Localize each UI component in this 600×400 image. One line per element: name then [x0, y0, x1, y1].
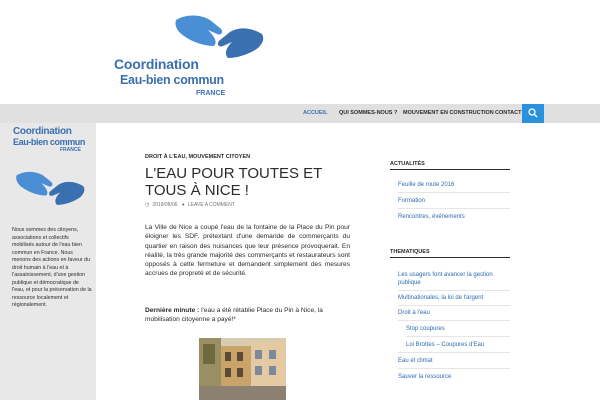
- link-stop-coupures[interactable]: Stop coupures: [406, 326, 445, 332]
- post-categories[interactable]: DROIT À L'EAU, MOUVEMENT CITOYEN: [145, 154, 251, 160]
- search-icon: [528, 108, 538, 118]
- nav-item-contact[interactable]: CONTACT: [495, 110, 522, 116]
- link-separator: [398, 305, 510, 306]
- nav-item-qui-sommes-nous[interactable]: QUI SOMMES-NOUS ?: [339, 110, 398, 116]
- link-separator: [398, 352, 510, 353]
- link-separator: [398, 320, 510, 321]
- logo-country: FRANCE: [196, 90, 226, 97]
- sidebar-logo-title: Coordination: [13, 126, 72, 137]
- nav-item-accueil[interactable]: ACCUEIL: [303, 110, 328, 116]
- last-minute-label: Dernière minute :: [145, 307, 200, 314]
- link-separator: [398, 208, 510, 209]
- sidebar-logo-country: FRANCE: [60, 147, 81, 153]
- last-minute-text: l'eau a été rétablie Place du Pin à Nice, la mobilisation citoyenne a payé!*: [145, 307, 323, 324]
- leave-comment-link[interactable]: LEAVE A COMMENT: [187, 202, 235, 208]
- logo-subtitle: Eau-bien commun: [120, 73, 224, 87]
- link-loi-brottes[interactable]: Loi Brottes – Coupures d'Eau: [406, 342, 485, 348]
- hands-logo-icon: [174, 10, 264, 60]
- post-date[interactable]: 2018/08/06: [152, 202, 178, 208]
- widget-title-actualites: ACTUALITÉS: [390, 161, 425, 167]
- site-logo[interactable]: [114, 10, 234, 96]
- widget-divider: [390, 257, 510, 258]
- hands-logo-icon: [15, 167, 85, 207]
- nav-item-mouvement[interactable]: MOUVEMENT EN CONSTRUCTION: [403, 110, 494, 116]
- comment-icon: ●: [181, 202, 185, 208]
- link-separator: [398, 368, 510, 369]
- left-sidebar: [0, 123, 96, 400]
- link-sauver-la-ressource[interactable]: Sauver la ressource: [398, 374, 452, 380]
- widget-title-thematiques: THEMATIQUES: [390, 249, 430, 255]
- search-toggle-button[interactable]: [522, 104, 544, 123]
- site-header: [0, 0, 600, 104]
- sidebar-logo-subtitle: Eau-bien commun: [13, 137, 86, 147]
- logo-title: Coordination: [114, 56, 199, 72]
- post-photo[interactable]: [199, 338, 286, 400]
- link-separator: [398, 192, 510, 193]
- link-droit-a-leau[interactable]: Droit à l'eau: [398, 310, 430, 316]
- post-paragraph-1: La Ville de Nice a coupé l'eau de la fontaine de la Place du Pin pour éloigner les SDF, prétextant d'une demande de commerçants du quartier en raison des nuisances que leur présence provoquerait. En réalité, la très grande majorité des commerçants et restaurateurs sont opposés à cette fermeture et demandent simplement des mesures accrues de propreté et de sécurité.: [145, 224, 350, 278]
- link-feuille-de-route[interactable]: Feuille de route 2016: [398, 182, 455, 188]
- link-usagers[interactable]: Les usagers font avancer la gestion publique: [398, 272, 493, 286]
- clock-icon: ◷: [145, 202, 150, 208]
- link-multinationales[interactable]: Multinationales, la loi de l'argent: [398, 295, 484, 301]
- main-navigation: [0, 104, 600, 123]
- post-meta: [145, 202, 238, 208]
- link-separator: [398, 290, 510, 291]
- post-title[interactable]: L'EAU POUR TOUTES ET TOUS À NICE !: [145, 165, 323, 199]
- link-eau-et-climat[interactable]: Eau et climat: [398, 358, 433, 364]
- link-separator: [406, 336, 510, 337]
- site-description: Nous sommes des citoyens, associations et collectifs mobilisés autour de l'eau bien commun en France. Nous menons des actions en faveur du droit humain à l'eau et à l'assainissement, d'une gestion publique et démocratique de l'eau, et pour la préservation de la ressource localement et régionalement.: [12, 227, 92, 308]
- post-paragraph-2: [145, 306, 350, 325]
- link-formation[interactable]: Formation: [398, 198, 426, 204]
- link-rencontres[interactable]: Rencontres, événements: [398, 214, 465, 220]
- widget-divider: [390, 169, 510, 170]
